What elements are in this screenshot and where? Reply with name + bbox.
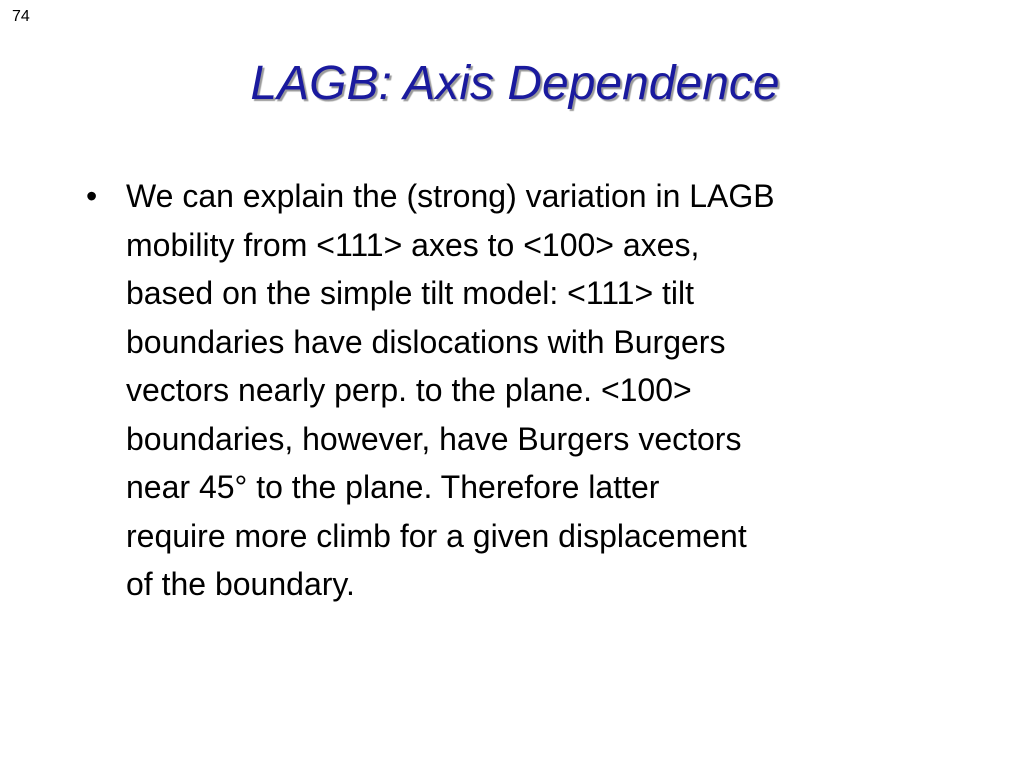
slide-title: LAGB: Axis Dependence xyxy=(250,57,780,110)
bullet-line: boundaries have dislocations with Burgers xyxy=(126,323,726,360)
bullet-line: mobility from <111> axes to <100> axes, xyxy=(126,226,700,263)
slide-content xyxy=(86,172,966,609)
bullet-line: require more climb for a given displacement xyxy=(126,517,747,554)
bullet-line: based on the simple tilt model: <111> tilt xyxy=(126,275,695,311)
bullet-line: of the boundary. xyxy=(126,566,355,602)
bullet-line: vectors nearly perp. to the plane. <100> xyxy=(126,372,692,408)
bullet-marker: • xyxy=(86,178,98,214)
bullet-item xyxy=(86,172,966,609)
bullet-line: near 45° to the plane. Therefore latter xyxy=(126,469,660,505)
bullet-line: boundaries, however, have Burgers vectors xyxy=(126,420,742,457)
bullet-line: We can explain the (strong) variation in LAGB xyxy=(126,178,775,214)
slide-number: 74 xyxy=(12,8,30,25)
